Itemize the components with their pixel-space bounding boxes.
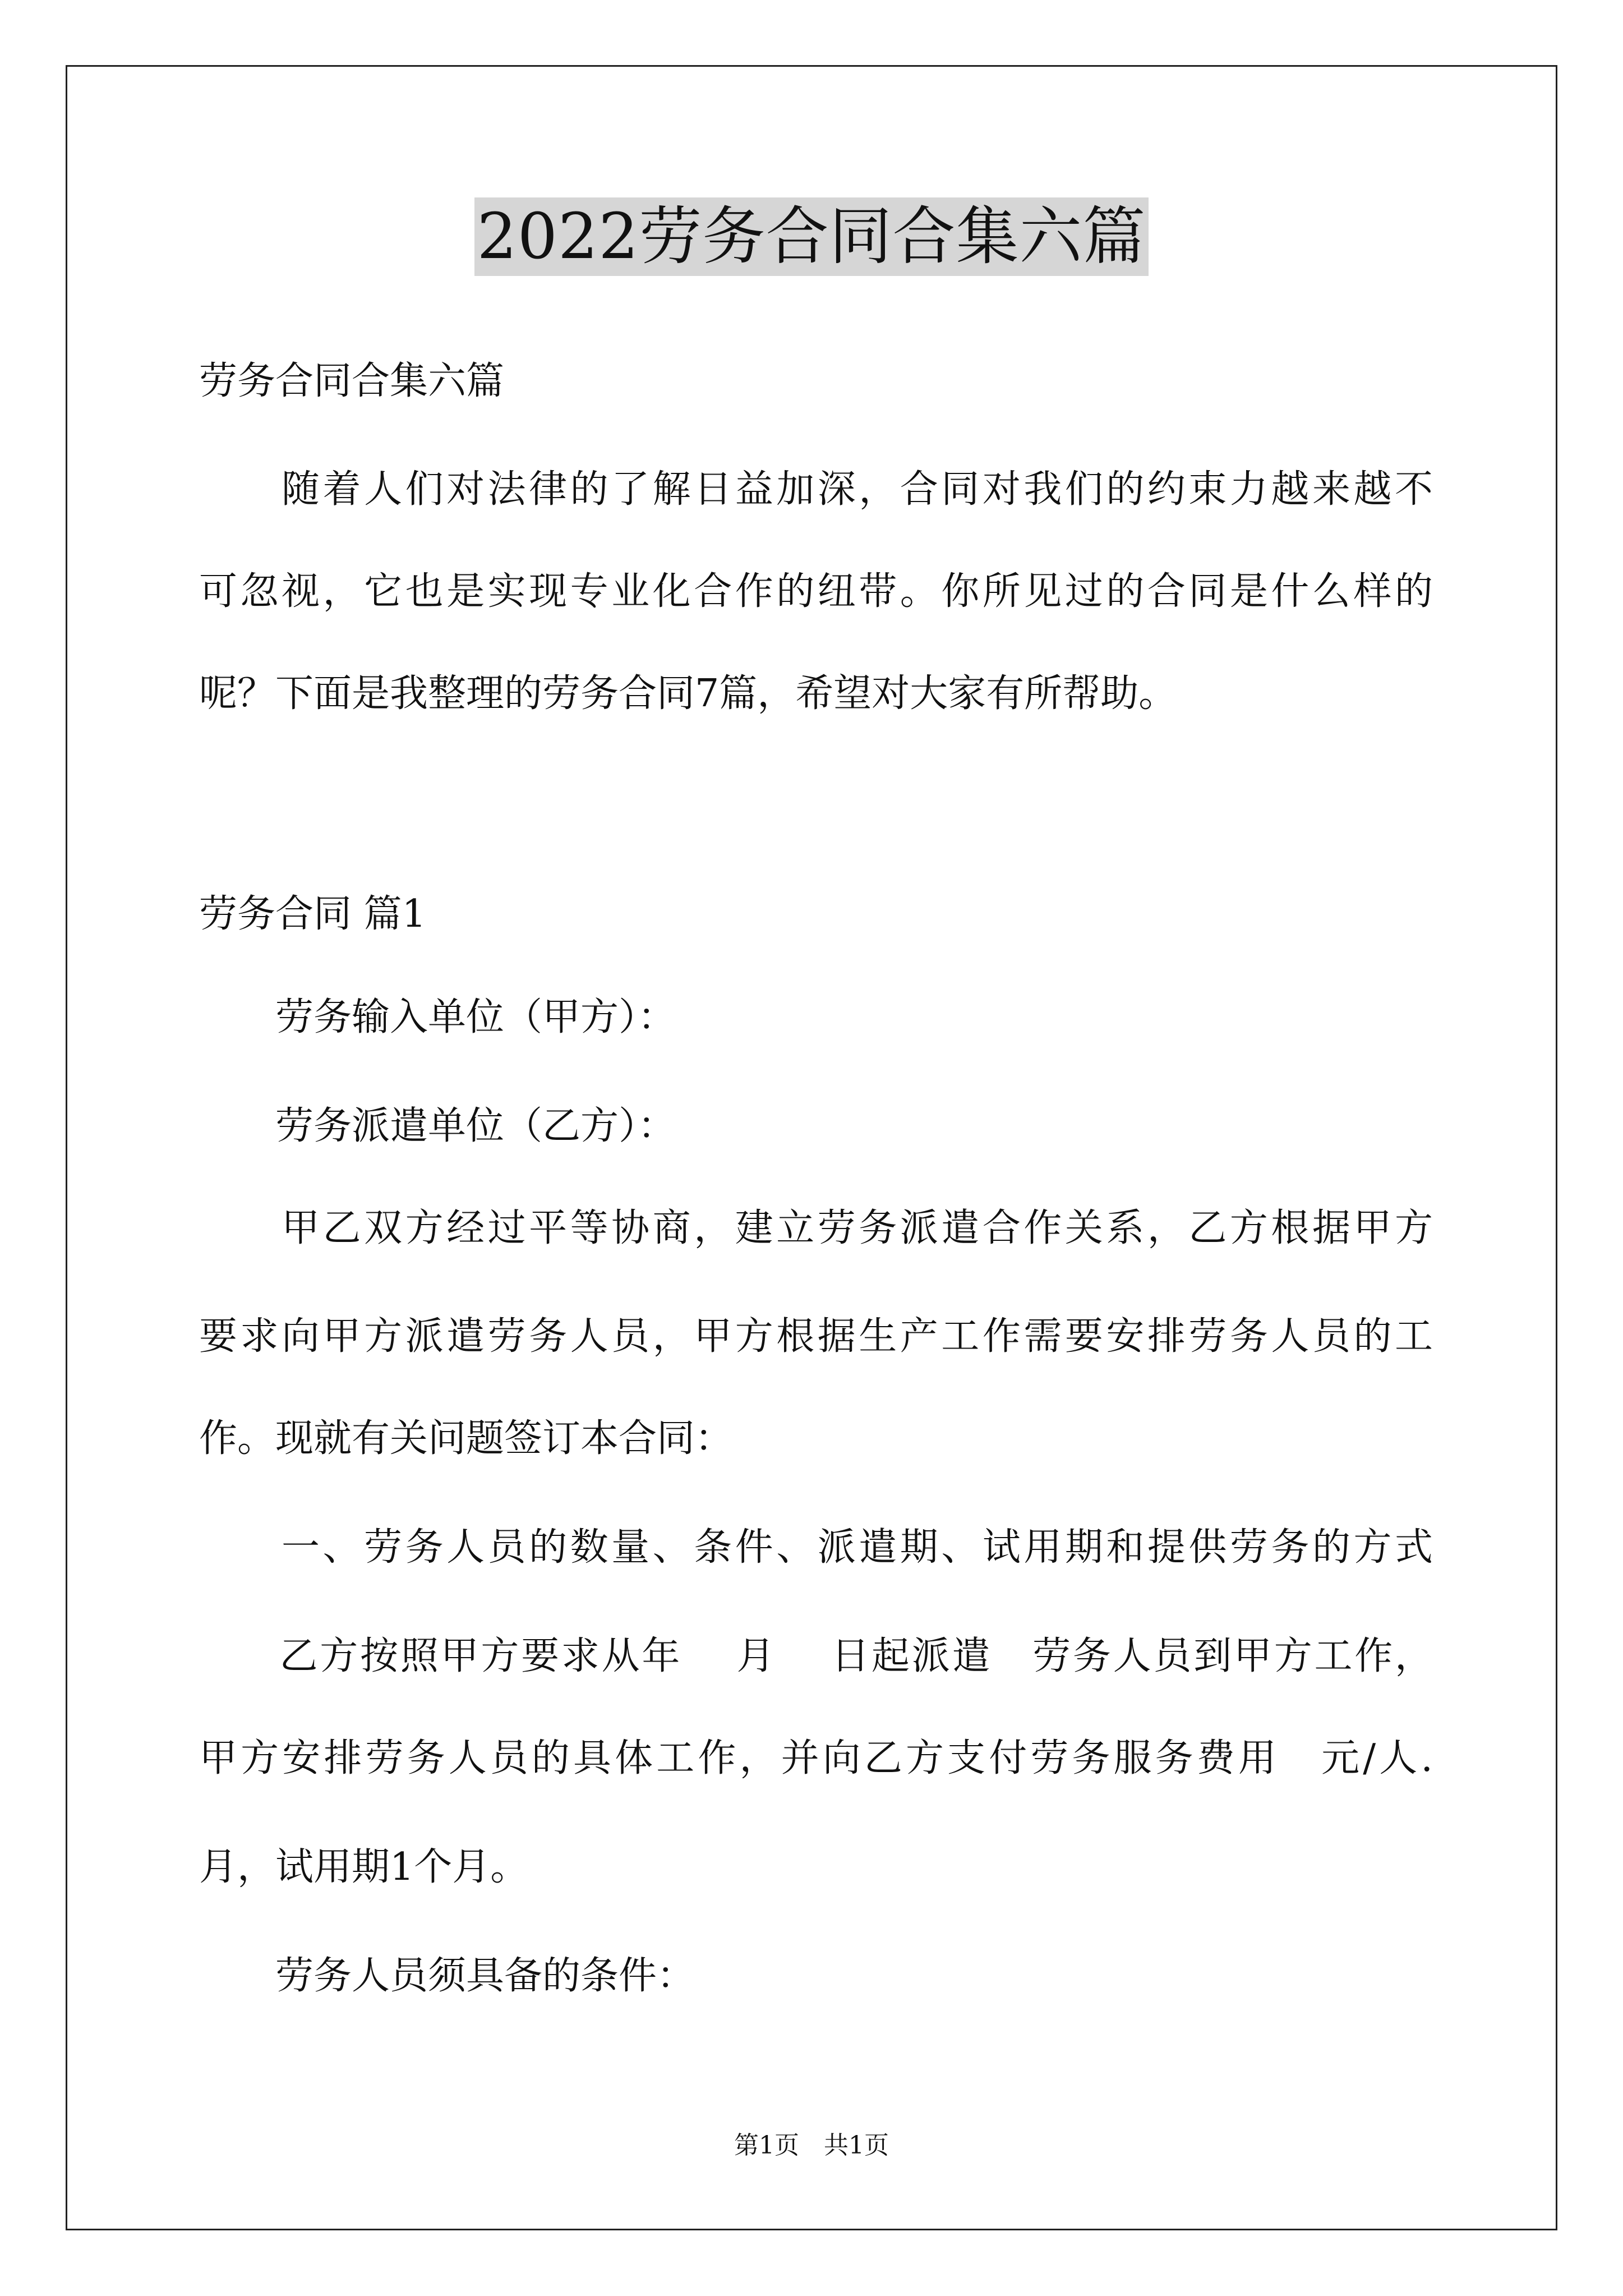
title-container <box>0 197 1623 276</box>
clause-heading: 一、劳务人员的数量、条件、派遣期、试用期和提供劳务的方式 <box>199 1525 1433 1570</box>
section-heading: 劳务合同 篇1 <box>199 892 426 936</box>
document-title: 2022劳务合同合集六篇 <box>474 197 1148 276</box>
body-line-2: 要求向甲方派遣劳务人员，甲方根据生产工作需要安排劳务人员的工 <box>199 1314 1433 1359</box>
intro-line-2: 可忽视，它也是实现专业化合作的纽带。你所见过的合同是什么样的 <box>199 569 1433 614</box>
party-b-line: 劳务派遣单位（乙方）： <box>199 1104 676 1148</box>
subtitle-line: 劳务合同合集六篇 <box>199 359 505 403</box>
intro-line-3: 呢？下面是我整理的劳务合同7篇，希望对大家有所帮助。 <box>199 671 1177 716</box>
body-line-1: 甲乙双方经过平等协商，建立劳务派遣合作关系，乙方根据甲方 <box>199 1206 1433 1250</box>
clause-line-1: 乙方按照甲方要求从年 月 日起派遣 劳务人员到甲方工作， <box>199 1634 1433 1678</box>
page-footer: 第1页 共1页 <box>734 2131 889 2160</box>
clause-line-3: 月，试用期1个月。 <box>199 1845 529 1889</box>
party-a-line: 劳务输入单位（甲方）： <box>199 995 676 1039</box>
clause-line-2: 甲方安排劳务人员的具体工作，并向乙方支付劳务服务费用 元/人. <box>199 1736 1433 1780</box>
body-line-3: 作。现就有关问题签订本合同： <box>199 1416 734 1461</box>
conditions-line: 劳务人员须具备的条件： <box>199 1954 695 1998</box>
intro-line-1: 随着人们对法律的了解日益加深，合同对我们的约束力越来越不 <box>199 467 1433 512</box>
